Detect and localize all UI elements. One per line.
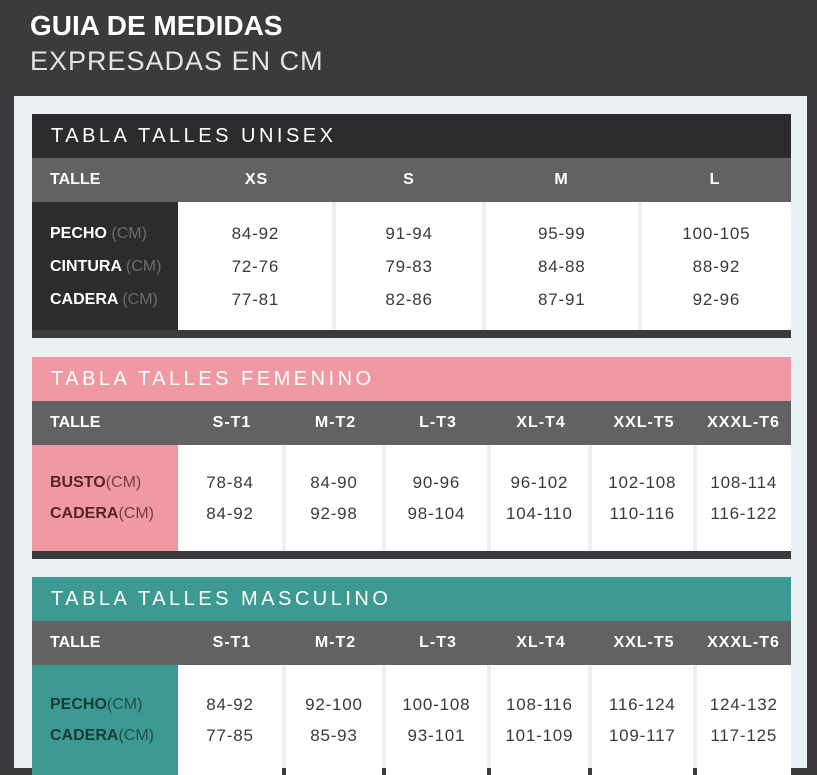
value-cell: 102-108 — [608, 473, 677, 492]
size-column — [286, 665, 382, 775]
femenino-header-row — [32, 401, 791, 445]
value-cell: 77-85 — [206, 726, 254, 745]
value-cell: 108-114 — [710, 473, 778, 492]
table-divider — [32, 551, 791, 559]
size-header-cell: S — [403, 171, 415, 188]
size-header-cell: XL-T4 — [516, 634, 566, 651]
size-header-cell: XL-T4 — [516, 414, 566, 431]
femenino-table-title: TABLA TALLES FEMENINO — [32, 357, 791, 401]
measure-unit: (CM) — [105, 474, 142, 491]
talle-header-cell: TALLE — [50, 634, 101, 651]
value-cell: 78-84 — [206, 473, 254, 492]
size-header-cell: M-T2 — [314, 634, 357, 651]
value-cell: 79-83 — [385, 256, 433, 276]
value-cell: 84-92 — [206, 695, 254, 714]
talle-header-cell: TALLE — [50, 171, 101, 188]
value-cell: 87-91 — [538, 289, 586, 309]
measure-label: CADERA — [50, 290, 118, 308]
value-cell: 95-99 — [538, 223, 586, 243]
masculino-header-row — [32, 621, 791, 665]
size-column — [486, 202, 638, 330]
size-column — [178, 202, 332, 330]
size-column — [336, 202, 481, 330]
value-cell: 84-92 — [206, 504, 254, 523]
measure-unit: (CM) — [106, 696, 143, 713]
size-column — [386, 665, 486, 775]
measure-labels — [32, 665, 178, 775]
value-cell: 92-98 — [310, 504, 358, 523]
measure-label: CADERA — [50, 727, 119, 744]
size-header-cell: S-T1 — [212, 634, 252, 651]
value-cell: 109-117 — [608, 726, 676, 745]
unisex-header-row — [32, 158, 791, 202]
masculino-table-title: TABLA TALLES MASCULINO — [32, 577, 791, 621]
unisex-size-table — [32, 114, 791, 338]
measure-label: PECHO — [50, 696, 107, 713]
value-cell: 104-110 — [505, 504, 573, 523]
size-column — [592, 665, 692, 775]
value-cell: 84-88 — [538, 256, 586, 276]
size-header-cell: M — [554, 171, 569, 188]
value-cell: 110-116 — [609, 504, 676, 523]
value-cell: 117-125 — [710, 726, 778, 745]
value-cell: 72-76 — [231, 256, 280, 276]
measure-unit: (CM) — [122, 290, 158, 308]
value-cell: 84-90 — [310, 473, 358, 492]
measure-labels — [32, 445, 178, 551]
size-column — [386, 445, 486, 551]
value-cell: 88-92 — [692, 256, 741, 276]
value-cell: 96-102 — [510, 473, 569, 492]
value-cell: 91-94 — [385, 223, 433, 243]
size-header-cell: XXL-T5 — [613, 634, 675, 651]
value-cell: 116-124 — [608, 695, 676, 714]
measure-labels — [32, 202, 178, 330]
measure-label: CINTURA — [50, 257, 122, 275]
measure-unit: (CM) — [111, 224, 147, 242]
measure-label: CADERA — [50, 505, 119, 522]
size-header-cell: S-T1 — [212, 414, 252, 431]
measure-unit: (CM) — [118, 727, 154, 744]
value-cell: 85-93 — [310, 726, 358, 745]
size-header-cell: M-T2 — [314, 414, 357, 431]
value-cell: 124-132 — [709, 695, 778, 714]
value-cell: 100-105 — [682, 223, 751, 243]
masculino-body-row — [32, 665, 791, 775]
size-header-cell: L-T3 — [419, 414, 457, 431]
masculino-size-table — [32, 577, 791, 775]
value-cell: 100-108 — [402, 695, 471, 714]
size-column — [697, 445, 791, 551]
size-header-cell: XXL-T5 — [613, 414, 675, 431]
talle-header-cell: TALLE — [50, 414, 101, 431]
measure-label: PECHO — [50, 224, 107, 242]
page-header — [0, 0, 817, 96]
size-header-cell: XS — [244, 171, 269, 188]
size-column — [178, 445, 281, 551]
value-cell: 116-122 — [710, 504, 778, 523]
size-header-cell: L-T3 — [419, 634, 457, 651]
page-subtitle: EXPRESADAS EN CM — [30, 46, 324, 76]
femenino-size-table — [32, 357, 791, 559]
value-cell: 101-109 — [505, 726, 574, 745]
value-cell: 84-92 — [231, 223, 280, 243]
table-divider — [32, 330, 791, 338]
unisex-body-row — [32, 202, 791, 330]
value-cell: 92-100 — [305, 695, 363, 714]
size-column — [178, 665, 281, 775]
page-title: GUIA DE MEDIDAS — [30, 10, 283, 41]
size-header-cell: XXXL-T6 — [707, 414, 780, 431]
unisex-table-title: TABLA TALLES UNISEX — [32, 114, 791, 158]
size-column — [286, 445, 382, 551]
size-column — [592, 445, 692, 551]
size-column — [491, 445, 588, 551]
value-cell: 82-86 — [385, 289, 433, 309]
size-column — [491, 665, 588, 775]
value-cell: 77-81 — [231, 289, 280, 309]
size-column — [642, 202, 791, 330]
value-cell: 90-96 — [412, 473, 461, 492]
value-cell: 108-116 — [505, 695, 573, 714]
measure-unit: (CM) — [118, 505, 154, 522]
size-header-cell: L — [709, 171, 721, 188]
value-cell: 92-96 — [692, 289, 741, 309]
femenino-body-row — [32, 445, 791, 551]
measure-unit: (CM) — [125, 257, 162, 275]
size-header-cell: XXXL-T6 — [707, 634, 780, 651]
size-column — [697, 665, 791, 775]
value-cell: 93-101 — [407, 726, 466, 745]
value-cell: 98-104 — [407, 504, 466, 523]
measure-label: BUSTO — [50, 474, 106, 491]
